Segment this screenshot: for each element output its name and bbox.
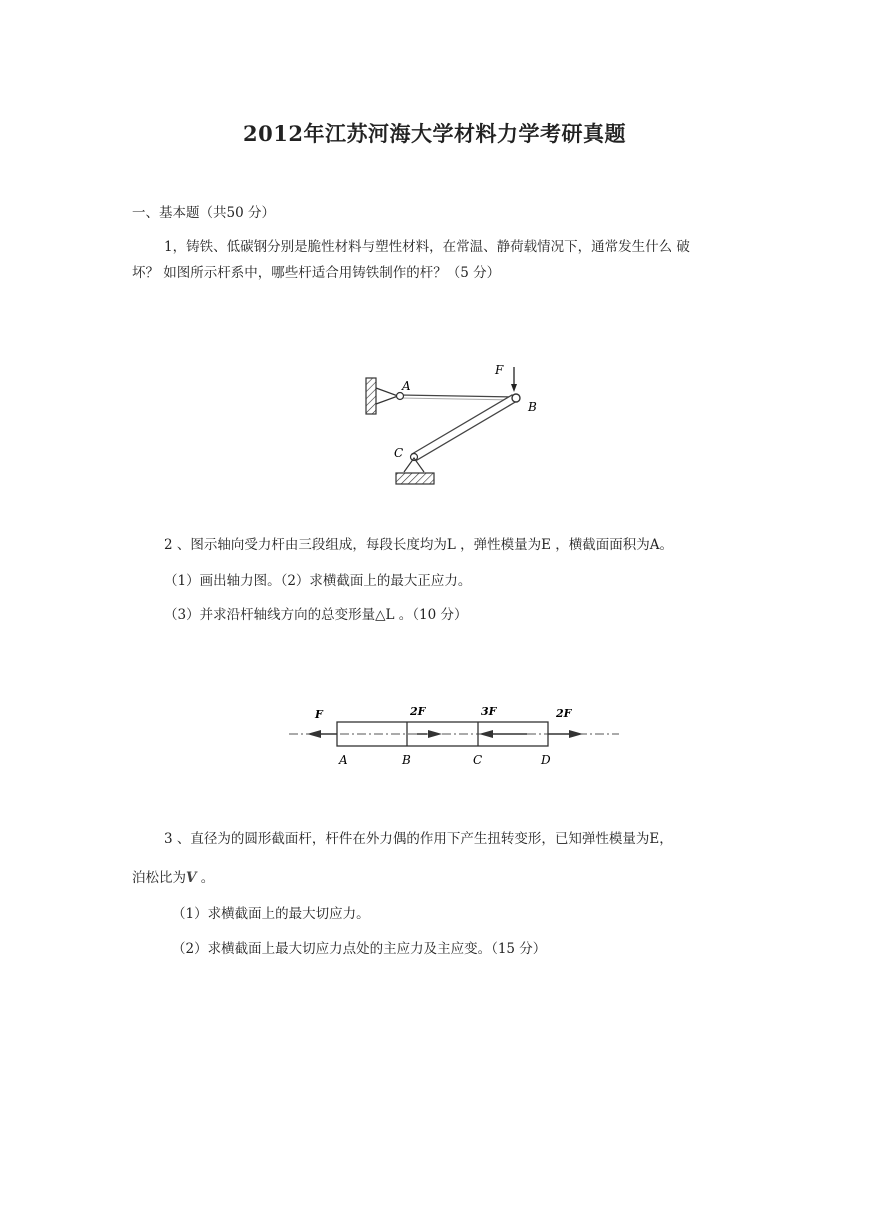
poisson-ratio-symbol: V bbox=[186, 870, 197, 886]
rod-ab bbox=[400, 395, 514, 397]
q3-text-line2 bbox=[132, 868, 214, 888]
q2-text-line3: （3）并求沿杆轴线方向的总变形量△L 。（10 分） bbox=[164, 607, 468, 623]
force-d-arrow bbox=[569, 730, 583, 738]
q3-sub2: （2）求横截面上最大切应力点处的主应力及主应变。（15 分） bbox=[172, 941, 547, 957]
q2-axial-bar-figure bbox=[287, 703, 621, 769]
pin-support-a bbox=[376, 388, 398, 404]
force-label-c: 3F bbox=[481, 705, 497, 718]
label-f: F bbox=[495, 363, 504, 377]
point-label-a: A bbox=[339, 753, 348, 767]
q2-text-line1: 2 、图示轴向受力杆由三段组成，每段长度均为L ，弹性模量为E ，横截面面积为A。 bbox=[164, 537, 674, 553]
q3-text-line1: 3 、直径为的圆形截面杆，杆件在外力偶的作用下产生扭转变形，已知弹性模量为E， bbox=[164, 831, 673, 847]
label-b: B bbox=[528, 400, 537, 414]
q2-text-line2: （1）画出轴力图。（2）求横截面上的最大正应力。 bbox=[164, 573, 472, 589]
joint-a bbox=[397, 393, 404, 400]
q1-truss-figure bbox=[362, 360, 542, 490]
force-b-arrow bbox=[428, 730, 442, 738]
wall-support bbox=[366, 378, 376, 414]
section-heading: 一、基本题（共50 分） bbox=[132, 205, 275, 221]
force-label-a: F bbox=[315, 708, 323, 721]
label-c: C bbox=[394, 446, 404, 460]
q3-text-line2-end: 。 bbox=[196, 870, 215, 886]
q3-text-line2-start: 泊松比为 bbox=[132, 870, 186, 886]
q1-text-line2: 坏？ 如图所示杆系中，哪些杆适合用铸铁制作的杆？（5 分） bbox=[132, 265, 501, 281]
force-a-arrow bbox=[307, 730, 321, 738]
point-label-c: C bbox=[473, 753, 483, 767]
force-c-arrow bbox=[479, 730, 493, 738]
q3-sub1: （1）求横截面上的最大切应力。 bbox=[172, 906, 370, 922]
label-a: A bbox=[402, 379, 411, 393]
page-title: 2012年江苏河海大学材料力学考研真题 bbox=[243, 121, 626, 146]
force-label-b: 2F bbox=[410, 705, 426, 718]
point-label-d: D bbox=[541, 753, 551, 767]
point-label-b: B bbox=[402, 753, 411, 767]
ground-support bbox=[396, 473, 434, 484]
joint-b bbox=[512, 394, 520, 402]
rod-bc bbox=[412, 395, 517, 460]
q1-text-line1: 1，铸铁、低碳钢分别是脆性材料与塑性材料，在常温、静荷载情况下，通常发生什么 破 bbox=[164, 239, 690, 255]
force-label-d: 2F bbox=[556, 707, 572, 720]
